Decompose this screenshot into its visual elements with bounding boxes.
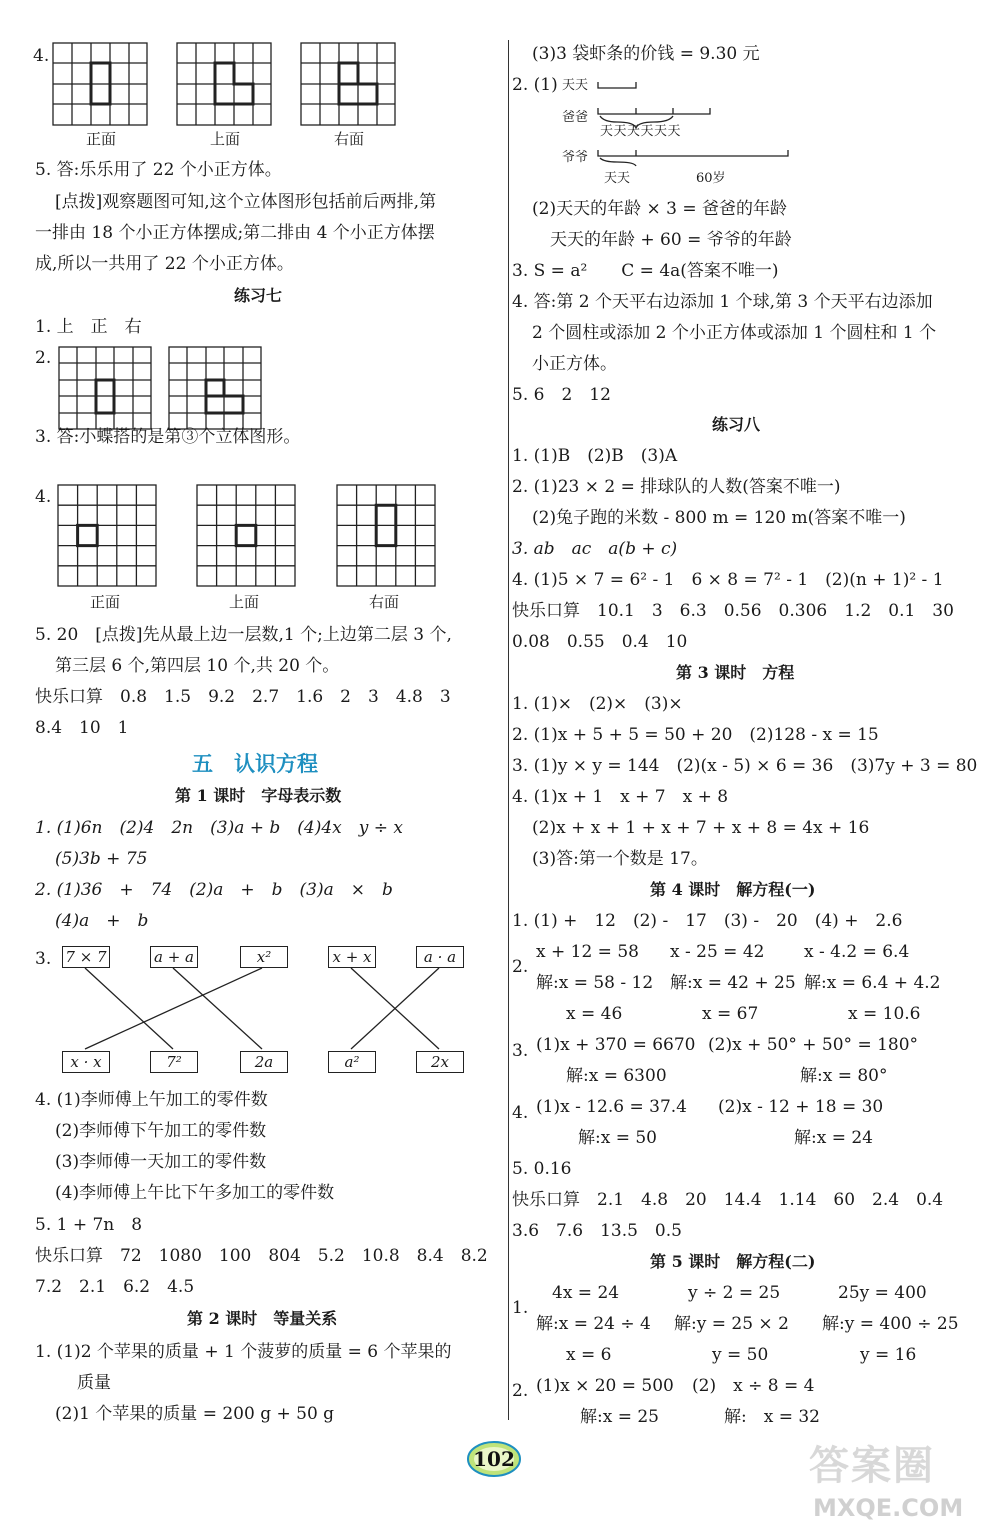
l2-q1-line-2: 质量	[77, 1373, 111, 1393]
l3-q3: 3. (1)y × y = 144 (2)(x - 5) × 6 = 36 (3)7y + 3 = 80	[512, 756, 978, 776]
match-bottom-1: x · x	[62, 1051, 110, 1073]
mental-math-2-line-2: 7.2 2.1 6.2 4.5	[35, 1277, 195, 1297]
l1-q4-3: (3)李师傅一天加工的零件数	[55, 1152, 267, 1172]
lesson-4-title: 第 4 课时 解方程(一)	[650, 880, 816, 899]
l5-q1-ans-1: x = 6	[566, 1345, 612, 1365]
mental-math-1-line-2: 8.4 10 1	[35, 718, 129, 738]
l4-q2-sol-1: 解:x = 58 - 12	[536, 973, 654, 993]
lesson-1-title: 第 1 课时 字母表示数	[175, 786, 342, 805]
l5-q1-eq-3: 25y = 400	[838, 1283, 927, 1303]
l5-q2-label: 2.	[512, 1381, 529, 1401]
l1-q3-label: 3.	[35, 949, 52, 969]
ex8-q3: 3. ab ac a(b + c)	[512, 539, 678, 559]
l1-q1-line-2: (5)3b + 75	[55, 849, 148, 869]
l5-q1-eq-2: y ÷ 2 = 25	[688, 1283, 781, 1303]
l4-q2-eq-2: x - 25 = 42	[670, 942, 765, 962]
l1-q2-line-2: (4)a + b	[55, 911, 149, 931]
section-title-exercise-8: 练习八	[712, 415, 761, 434]
match-top-1: 7 × 7	[62, 946, 110, 968]
l4-q4-sol-1: 解:x = 50	[578, 1128, 657, 1148]
l5-q1-sol-2: 解:y = 25 × 2	[674, 1314, 789, 1334]
l4-q2-ans-3: x = 10.6	[848, 1004, 921, 1024]
diagram-baba-parts: 天天天天天天	[600, 124, 682, 139]
mental-math-3-line-1: 快乐口算 10.1 3 6.3 0.56 0.306 1.2 0.1 30	[512, 601, 954, 621]
l4-q2-label: 2.	[512, 957, 529, 977]
l3-q4-line-1: 4. (1)x + 1 x + 7 x + 8	[512, 787, 729, 807]
caption-front-2: 正面	[90, 593, 121, 611]
match-bottom-3: 2a	[240, 1051, 288, 1073]
r-q3b: 3. S = a² C = 4a(答案不唯一)	[512, 261, 779, 281]
l3-q4-line-3: (3)答:第一个数是 17。	[532, 849, 708, 869]
l1-q4-1: 4. (1)李师傅上午加工的零件数	[35, 1090, 268, 1110]
ex7-q3: 3. 答:小蝶搭的是第③个立体图形。	[35, 427, 301, 447]
l4-q3-sol-1: 解:x = 6300	[566, 1066, 667, 1086]
l1-q2-line-1: 2. (1)36 + 74 (2)a + b (3)a × b	[35, 880, 393, 900]
ex8-q2-line-2: (2)兔子跑的米数 - 800 m = 120 m(答案不唯一)	[532, 508, 906, 528]
match-top-3: x²	[240, 946, 288, 968]
watermark-top: 答案圈	[809, 1443, 935, 1489]
l5-q1-label: 1.	[512, 1298, 529, 1318]
column-divider	[508, 40, 509, 1420]
mental-math-4-line-2: 3.6 7.6 13.5 0.5	[512, 1221, 682, 1241]
l3-q1: 1. (1)× (2)× (3)×	[512, 694, 683, 714]
l5-q1-ans-3: y = 16	[860, 1345, 917, 1365]
page-number: 102	[473, 1447, 515, 1471]
r-q3: (3)3 袋虾条的价钱 = 9.30 元	[532, 44, 760, 64]
match-bottom-5: 2x	[416, 1051, 464, 1073]
section-title-exercise-7: 练习七	[234, 286, 283, 305]
unit-title: 五 认识方程	[192, 751, 318, 776]
r-q4-line-2: 2 个圆柱或添加 2 个小正方体或添加 1 个圆柱和 1 个	[532, 323, 937, 343]
l4-q4-label: 4.	[512, 1103, 529, 1123]
l5-q2-eq-2: (2) x ÷ 8 = 4	[692, 1376, 815, 1396]
l5-q1-eq-1: 4x = 24	[552, 1283, 620, 1303]
match-bottom-4: a²	[328, 1051, 376, 1073]
l4-q3-label: 3.	[512, 1041, 529, 1061]
ex7-q5-line-2: 第三层 6 个,第四层 10 个,共 20 个。	[55, 656, 340, 676]
l4-q2-sol-3: 解:x = 6.4 + 4.2	[804, 973, 941, 993]
ex7-q2-label: 2.	[35, 348, 52, 368]
r-q2-2-line-1: (2)天天的年龄 × 3 = 爸爸的年龄	[532, 199, 787, 219]
l4-q4-eq-2: (2)x - 12 + 18 = 30	[718, 1097, 884, 1117]
l5-q2-sol-1: 解:x = 25	[580, 1407, 659, 1427]
l1-q5: 5. 1 + 7n 8	[35, 1215, 143, 1235]
mental-math-2-line-1: 快乐口算 72 1080 100 804 5.2 10.8 8.4 8.2	[35, 1246, 488, 1266]
ex8-q2-line-1: 2. (1)23 × 2 = 排球队的人数(答案不唯一)	[512, 477, 841, 497]
caption-right-2: 右面	[369, 593, 400, 611]
diagram-yeye-part-2: 60岁	[696, 171, 726, 186]
l5-q2-eq-1: (1)x × 20 = 500	[536, 1376, 674, 1396]
grid-set-1-label: 4.	[33, 46, 50, 66]
lesson-2-title: 第 2 课时 等量关系	[187, 1309, 338, 1328]
match-top-4: x + x	[328, 946, 376, 968]
mental-math-3-line-2: 0.08 0.55 0.4 10	[512, 632, 688, 652]
l5-q2-sol-2: 解: x = 32	[724, 1407, 820, 1427]
mental-math-1-line-1: 快乐口算 0.8 1.5 9.2 2.7 1.6 2 3 4.8 3	[35, 687, 451, 707]
l4-q4-eq-1: (1)x - 12.6 = 37.4	[536, 1097, 687, 1117]
lesson-3-title: 第 3 课时 方程	[676, 663, 795, 682]
diagram-baba-label: 爸爸	[562, 110, 589, 125]
l4-q1: 1. (1) + 12 (2) - 17 (3) - 20 (4) + 2.6	[512, 911, 903, 931]
l3-q4-line-2: (2)x + x + 1 + x + 7 + x + 8 = 4x + 16	[532, 818, 870, 838]
l4-q2-sol-2: 解:x = 42 + 25	[670, 973, 796, 993]
page-number-badge	[467, 1441, 521, 1477]
r-q4-line-3: 小正方体。	[532, 354, 617, 374]
r-q5: 5. 6 2 12	[512, 385, 611, 405]
age-line-diagram	[590, 70, 810, 170]
l4-q2-eq-1: x + 12 = 58	[536, 942, 639, 962]
l4-q2-ans-1: x = 46	[566, 1004, 623, 1024]
r-q4-line-1: 4. 答:第 2 个天平右边添加 1 个球,第 3 个天平右边添加	[512, 292, 933, 312]
l3-q2: 2. (1)x + 5 + 5 = 50 + 20 (2)128 - x = 15	[512, 725, 879, 745]
l1-q4-2: (2)李师傅下午加工的零件数	[55, 1121, 267, 1141]
l4-q3-sol-2: 解:x = 80°	[800, 1066, 888, 1086]
l2-q1-line-3: (2)1 个苹果的质量 = 200 g + 50 g	[55, 1404, 335, 1424]
match-bottom-2: 7²	[150, 1051, 198, 1073]
grid-set-2-label: 4.	[35, 487, 52, 507]
tip-line-2: 一排由 18 个小正方体摆成;第二排由 4 个小正方体摆	[35, 223, 435, 243]
l4-q2-ans-2: x = 67	[702, 1004, 759, 1024]
l4-q5: 5. 0.16	[512, 1159, 572, 1179]
match-top-5: a · a	[416, 946, 464, 968]
l5-q1-sol-1: 解:x = 24 ÷ 4	[536, 1314, 651, 1334]
tip-line-1: [点拨]观察题图可知,这个立体图形包括前后两排,第	[55, 192, 437, 212]
ex8-q1: 1. (1)B (2)B (3)A	[512, 446, 678, 466]
lesson-5-title: 第 5 课时 解方程(二)	[650, 1252, 816, 1271]
watermark-bottom: MXQE.COM	[813, 1494, 964, 1522]
ex8-q4: 4. (1)5 × 7 = 6² - 1 6 × 8 = 7² - 1 (2)(n + 1)² - 1	[512, 570, 944, 590]
answer-q5: 5. 答:乐乐用了 22 个小正方体。	[35, 160, 282, 180]
l4-q3-eq-2: (2)x + 50° + 50° = 180°	[708, 1035, 919, 1055]
l5-q1-sol-3: 解:y = 400 ÷ 25	[822, 1314, 959, 1334]
caption-top-1: 上面	[210, 130, 241, 148]
caption-top-2: 上面	[229, 593, 260, 611]
match-top-2: a + a	[150, 946, 198, 968]
l4-q3-eq-1: (1)x + 370 = 6670	[536, 1035, 696, 1055]
l4-q2-eq-3: x - 4.2 = 6.4	[804, 942, 910, 962]
diagram-yeye-label: 爷爷	[562, 150, 589, 165]
diagram-tiantian-label: 天天	[562, 78, 589, 93]
diagram-yeye-part-1: 天天	[604, 171, 631, 186]
l1-q1-line-1: 1. (1)6n (2)4 2n (3)a + b (4)4x y ÷ x	[35, 818, 404, 838]
l1-q4-4: (4)李师傅上午比下午多加工的零件数	[55, 1183, 335, 1203]
l2-q1-line-1: 1. (1)2 个苹果的质量 + 1 个菠萝的质量 = 6 个苹果的	[35, 1342, 452, 1362]
l4-q4-sol-2: 解:x = 24	[794, 1128, 873, 1148]
r-q2-label: 2. (1)	[512, 75, 558, 95]
caption-right-1: 右面	[334, 130, 365, 148]
caption-front-1: 正面	[86, 130, 117, 148]
watermark	[805, 1440, 975, 1526]
r-q2-2-line-2: 天天的年龄 + 60 = 爷爷的年龄	[550, 230, 792, 250]
mental-math-4-line-1: 快乐口算 2.1 4.8 20 14.4 1.14 60 2.4 0.4	[512, 1190, 944, 1210]
l5-q1-ans-2: y = 50	[712, 1345, 769, 1365]
match-lines	[0, 0, 508, 1100]
ex7-q5-line-1: 5. 20 [点拨]先从最上边一层数,1 个;上边第二层 3 个,	[35, 625, 452, 645]
tip-line-3: 成,所以一共用了 22 个小正方体。	[35, 254, 294, 274]
ex7-q1: 1. 上 正 右	[35, 317, 142, 337]
